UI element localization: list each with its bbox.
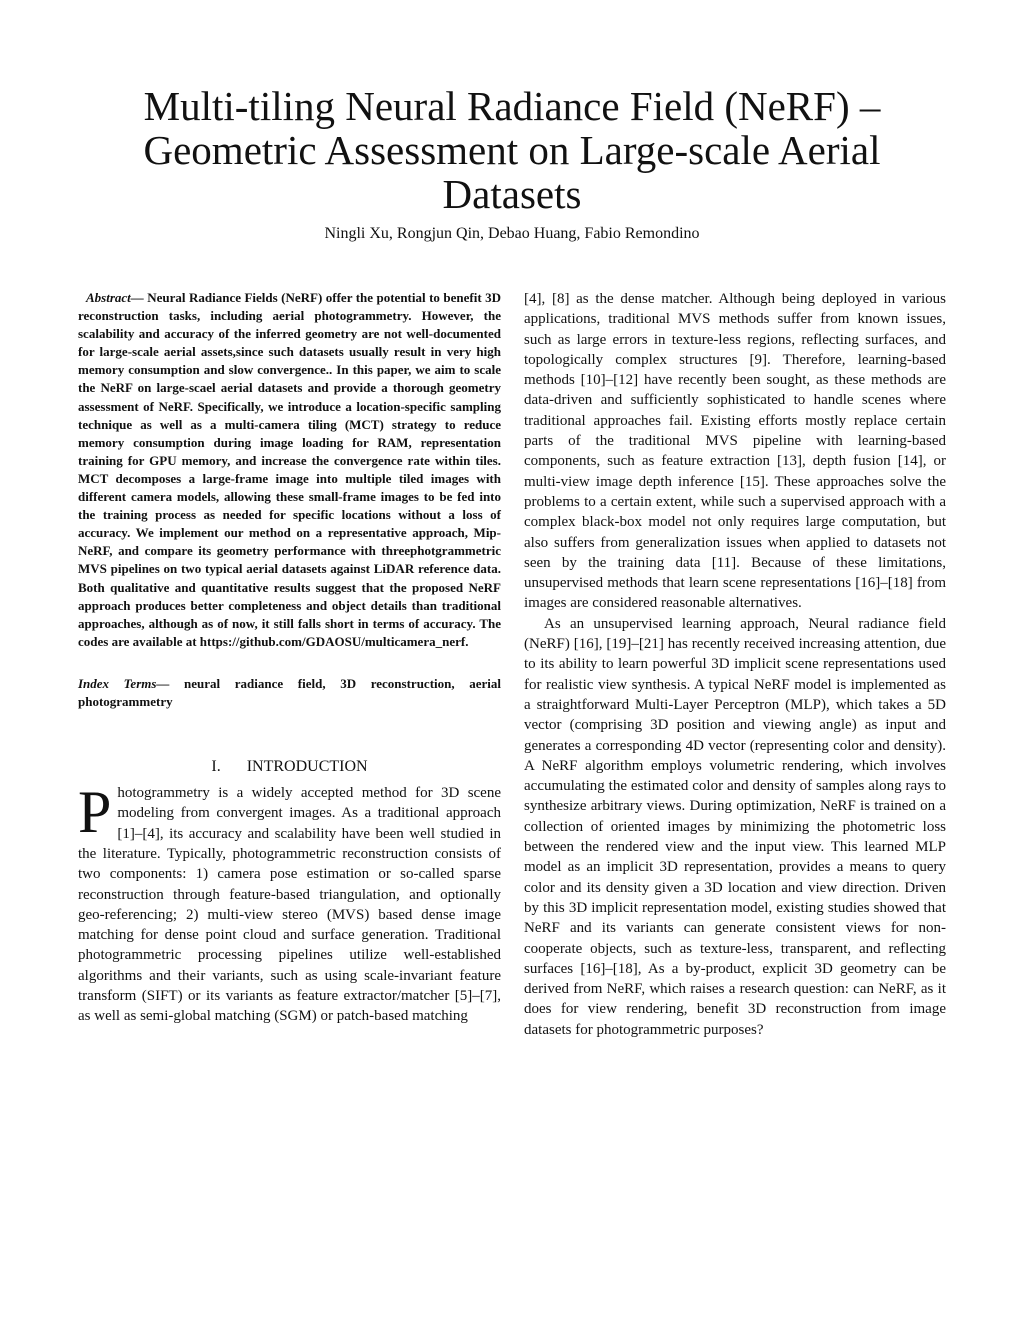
abstract	[78, 289, 501, 651]
index-terms	[78, 675, 501, 711]
section-heading-introduction	[78, 757, 501, 777]
paper-title: Multi-tiling Neural Radiance Field (NeRF) – Geometric Assessment on Large-scale Aerial Datasets	[143, 83, 881, 217]
intro-paragraph-2: As an unsupervised learning approach, Neural radiance field (NeRF) [16], [19]–[21] has recently received increasing attention, due to its ability to learn powerful 3D implicit scene representations used for realistic view synthesis. A typical NeRF model is implemented as a straightforward Multi-Layer Perceptron (MLP), which takes a 5D vector (comprising 3D position and viewing angle) as input and generates a corresponding 4D vector (representing color and density). A NeRF algorithm employs volumetric rendering, which involves accumulating the estimated color and density of samples along rays to synthesize arbitrary views. During optimization, NeRF is trained on a collection of oriented images by minimizing the photometric loss between the rendered view and the input view. This learned MLP model as an implicit 3D representation, provides a means to query color and its density given a 3D location and view direction. Driven by this 3D implicit representation model, existing studies showed that NeRF and its variants can generate consistent views for non-cooperate objects, such as texture-less, transparent, and reflecting surfaces [16]–[18], As a by-product, explicit 3D geometry can be derived from NeRF, which raises a research question: can NeRF, as it does for view rendering, benefit 3D reconstruction from image datasets for photogrammetric purposes?	[524, 615, 946, 1038]
intro-paragraph-1-text: hotogrammetry is a widely accepted method for 3D scene modeling from convergent images. As a traditional approach [1]–[4], its accuracy and scalability have been well studied in the literature. Typically, photogrammetric reconstruction consists of two components: 1) camera pose estimation or so-called sparse reconstruction through feature-based triangulation, and optionally geo-referencing; 2) multi-view stereo (MVS) based dense image matching for dense point cloud and surface generation. Traditional photogrammetric processing pipelines utilize well-established algorithms and their variants, such as using scale-invariant feature transform (SIFT) or its variants as feature extractor/matcher [5]–[7], as well as semi-global matching (SGM) or patch-based matching	[78, 785, 501, 1025]
drop-cap: P	[78, 779, 112, 846]
index-terms-label: Index Terms—	[78, 675, 170, 691]
right-column	[524, 289, 946, 1040]
section-title: INTRODUCTION	[246, 758, 368, 776]
abstract-label: Abstract—	[86, 290, 144, 305]
intro-paragraph-1-continued: [4], [8] as the dense matcher. Although being deployed in various applications, traditional MVS methods suffer from known issues, such as large errors in texture-less regions, reflecting surfaces, and topologically complex structures [9]. Therefore, learning-based methods [10]–[12] have recently been sought, as these methods are data-driven and sufficiently sophisticated to handle scenes where traditional approaches fail. Existing efforts mostly replace certain parts of the traditional MVS pipeline with learning-based components, such as feature extraction [13], depth fusion [14], or multi-view image depth inference [15]. These approaches solve the problems to a certain extent, while such a supervised approach with a complex black-box model not only requires large computation, but also suffers from generalization issues when applied to datasets not seen by the training data [11]. Because of these limitations, unsupervised methods that learn scene representations [16]–[18] from images are considered reasonable alternatives.	[524, 291, 946, 612]
intro-paragraph-1	[78, 779, 501, 1027]
author-list: Ningli Xu, Rongjun Qin, Debao Huang, Fabio Remondino	[324, 225, 700, 242]
index-terms-text: neural radiance field, 3D reconstruction, aerial photogrammetry	[78, 675, 501, 709]
abstract-text: Neural Radiance Fields (NeRF) offer the potential to benefit 3D reconstruction tasks, including aerial photogrammetry. However, the scalability and accuracy of the inferred geometry are not well-documented for large-scale aerial assets,since such datasets usually result in very high memory consumption and slow convergence.. In this paper, we aim to scale the NeRF on large-scael aerial datasets and provide a thorough geometry assessment of NeRF. Specifically, we introduce a location-specific sampling technique as well as a multi-camera tiling (MCT) strategy to reduce memory consumption during image loading for RAM, representation training for GPU memory, and increase the convergence rate within tiles. MCT decomposes a large-frame image into multiple tiled images with different camera models, allowing these small-frame images to be fed into the training process as needed for specific locations without a loss of accuracy. We implement our method on a representative approach, Mip-NeRF, and compare its geometry performance with threephotgrammetric MVS pipelines on two typical aerial datasets against LiDAR reference data. Both qualitative and quantitative results suggest that the proposed NeRF approach produces better completeness and object details than traditional approaches, although as of now, it still falls short in terms of accuracy. The codes are available at https://github.com/GDAOSU/multicamera_nerf.	[78, 290, 501, 649]
section-number: I.	[211, 758, 221, 776]
left-column	[78, 289, 501, 1027]
